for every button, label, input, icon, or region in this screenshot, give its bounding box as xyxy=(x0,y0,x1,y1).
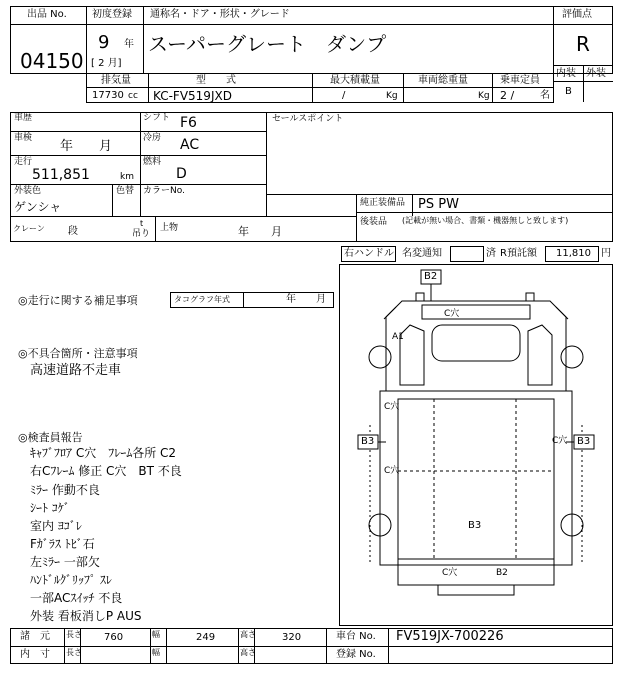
mileage-unit: km xyxy=(120,172,134,182)
interior-grade-label: 内装 xyxy=(556,68,576,79)
length-value: 760 xyxy=(104,632,124,643)
damage-b2-bottom: B2 xyxy=(496,568,508,578)
color-value: ゲンシャ xyxy=(14,200,62,214)
ac-label: 冷房 xyxy=(143,133,162,143)
displacement-label: 排気量 xyxy=(101,75,131,86)
year-unit: 年 xyxy=(124,39,134,50)
spec-label: 諸 元 xyxy=(20,631,50,642)
crane-lift: 吊り xyxy=(132,229,151,239)
max-load-unit: Kg xyxy=(386,91,398,101)
truck-outline xyxy=(340,265,612,625)
exterior-grade-label: 外装 xyxy=(586,68,606,79)
color-change-label: 色替 xyxy=(116,186,135,196)
aftermarket-label: 後装品 xyxy=(360,217,388,227)
damage-c-ana-right: C穴 xyxy=(552,436,568,446)
color-label: 外装色 xyxy=(14,186,42,196)
first-reg-year: 9 xyxy=(98,32,110,53)
interior-grade: B xyxy=(565,86,572,97)
fuel-value: D xyxy=(176,166,187,182)
width-value: 249 xyxy=(196,632,216,643)
inspector-line: ﾊﾝﾄﾞﾙｸﾞﾘｯﾌﾟ ｽﾚ xyxy=(30,573,112,587)
vehicle-diagram xyxy=(339,264,613,626)
inspection-label: 車検 xyxy=(14,133,33,143)
inspector-line: ｼｰﾄ ｺｹﾞ xyxy=(30,501,70,515)
interior-size-label: 内 寸 xyxy=(20,649,50,660)
max-load-label: 最大積載量 xyxy=(330,75,380,86)
inspector-line: ｷｬﾌﾞﾌﾛｱ C穴 ﾌﾚｰﾑ各所 C2 xyxy=(30,446,177,460)
damage-b2-top: B2 xyxy=(424,271,438,282)
interior-width-label: 幅 xyxy=(152,648,160,657)
body-value: 年 月 xyxy=(238,225,282,238)
lot-label: 出品 No. xyxy=(27,9,67,20)
lot-number: 04150 xyxy=(20,49,84,73)
driving-notes-label: ◎走行に関する補足事項 xyxy=(18,294,138,307)
damage-b3-mid: B3 xyxy=(468,520,482,531)
crane-stages: 段 xyxy=(68,226,78,237)
inspector-line: 室内 ﾖｺﾞﾚ xyxy=(30,519,82,533)
ac-value: AC xyxy=(180,137,200,153)
height-label: 高さ xyxy=(240,630,256,639)
eval-grade: R xyxy=(576,32,590,56)
damage-c-ana-bottom: C穴 xyxy=(442,568,458,578)
name-change-label: 名変通知 xyxy=(402,248,442,259)
inspector-line: 右Cﾌﾚｰﾑ 修正 C穴 BT 不良 xyxy=(30,464,182,478)
length-label: 長さ xyxy=(66,630,82,639)
chassis-label: 車台 No. xyxy=(336,631,376,642)
mileage-label: 走行 xyxy=(14,157,33,167)
car-name: スーパーグレート ダンプ xyxy=(148,32,387,56)
height-value: 320 xyxy=(282,632,302,643)
first-reg-month: [ 2 月] xyxy=(91,58,122,69)
damage-c-ana-left: C穴 xyxy=(384,402,400,412)
shift-value: F6 xyxy=(180,115,197,131)
fuel-label: 燃料 xyxy=(143,157,162,167)
sales-point-label: セールスポイント xyxy=(272,114,344,124)
inspector-line: Fｶﾞﾗｽ ﾄﾋﾞ石 xyxy=(30,537,95,551)
inspection-value: 年 月 xyxy=(60,139,113,154)
steering-value: 右ハンドル xyxy=(344,248,394,259)
inspector-line: 一部ACｽｲｯﾁ 不良 xyxy=(30,591,123,605)
gross-weight-label: 車両総重量 xyxy=(418,75,468,86)
damage-b3-right: B3 xyxy=(577,436,591,447)
equipment-value: PS PW xyxy=(418,197,459,212)
crane-label: クレーン xyxy=(13,224,45,233)
damage-c-ana-top: C穴 xyxy=(444,309,460,319)
crane-ton: t xyxy=(140,219,144,228)
interior-length-label: 長さ xyxy=(66,648,82,657)
mileage-value: 511,851 xyxy=(32,167,90,183)
first-reg-label: 初度登録 xyxy=(92,9,132,20)
displacement-value: 17730 xyxy=(92,90,124,101)
model-label: 型 式 xyxy=(196,75,236,86)
equipment-label: 純正装備品 xyxy=(360,198,406,208)
damage-b3-left: B3 xyxy=(361,436,375,447)
inspector-report-label: ◎検査員報告 xyxy=(18,431,83,444)
inspector-line: ﾐﾗｰ 作動不良 xyxy=(30,483,100,497)
width-label: 幅 xyxy=(152,630,160,639)
shift-label: シフト xyxy=(143,113,171,123)
capacity-label: 乗車定員 xyxy=(500,75,540,86)
damage-a1: A1 xyxy=(392,332,404,342)
registration-label: 登録 No. xyxy=(336,649,376,660)
name-change-box xyxy=(450,246,484,262)
capacity-value: 2 / xyxy=(500,89,515,102)
model-code: KC-FV519JXD xyxy=(153,89,232,103)
aftermarket-note: (記載が無い場合、書類・機器無しと致します) xyxy=(402,216,569,225)
max-load-value: / xyxy=(342,90,346,101)
tachograph-value: 年 月 xyxy=(286,294,326,305)
car-name-label: 通称名・ドア・形状・グレード xyxy=(150,9,290,20)
recycle-done: 済 xyxy=(486,248,496,259)
displacement-unit: cc xyxy=(128,91,138,101)
body-label: 上物 xyxy=(160,223,179,233)
yen-unit: 円 xyxy=(601,248,611,259)
color-number-label: カラーNo. xyxy=(143,186,185,196)
recycle-deposit-value: 11,810 xyxy=(556,248,591,259)
interior-height-label: 高さ xyxy=(240,648,256,657)
history-label: 車歴 xyxy=(14,113,33,123)
inspector-line: 左ﾐﾗｰ 一部欠 xyxy=(30,555,100,569)
defect-text: 高速道路不走車 xyxy=(30,363,122,378)
damage-c-ana-mid: C穴 xyxy=(384,466,400,476)
chassis-number: FV519JX-700226 xyxy=(396,629,504,644)
inspector-line: 外装 看板消しP AUS xyxy=(30,609,142,623)
recycle-deposit-label: R預託額 xyxy=(500,248,537,259)
tachograph-label: タコグラフ年式 xyxy=(174,295,230,304)
eval-label: 評価点 xyxy=(562,9,592,20)
gross-weight-unit: Kg xyxy=(478,91,490,101)
defects-label: ◎不具合箇所・注意事項 xyxy=(18,347,138,360)
capacity-unit: 名 xyxy=(540,90,550,101)
